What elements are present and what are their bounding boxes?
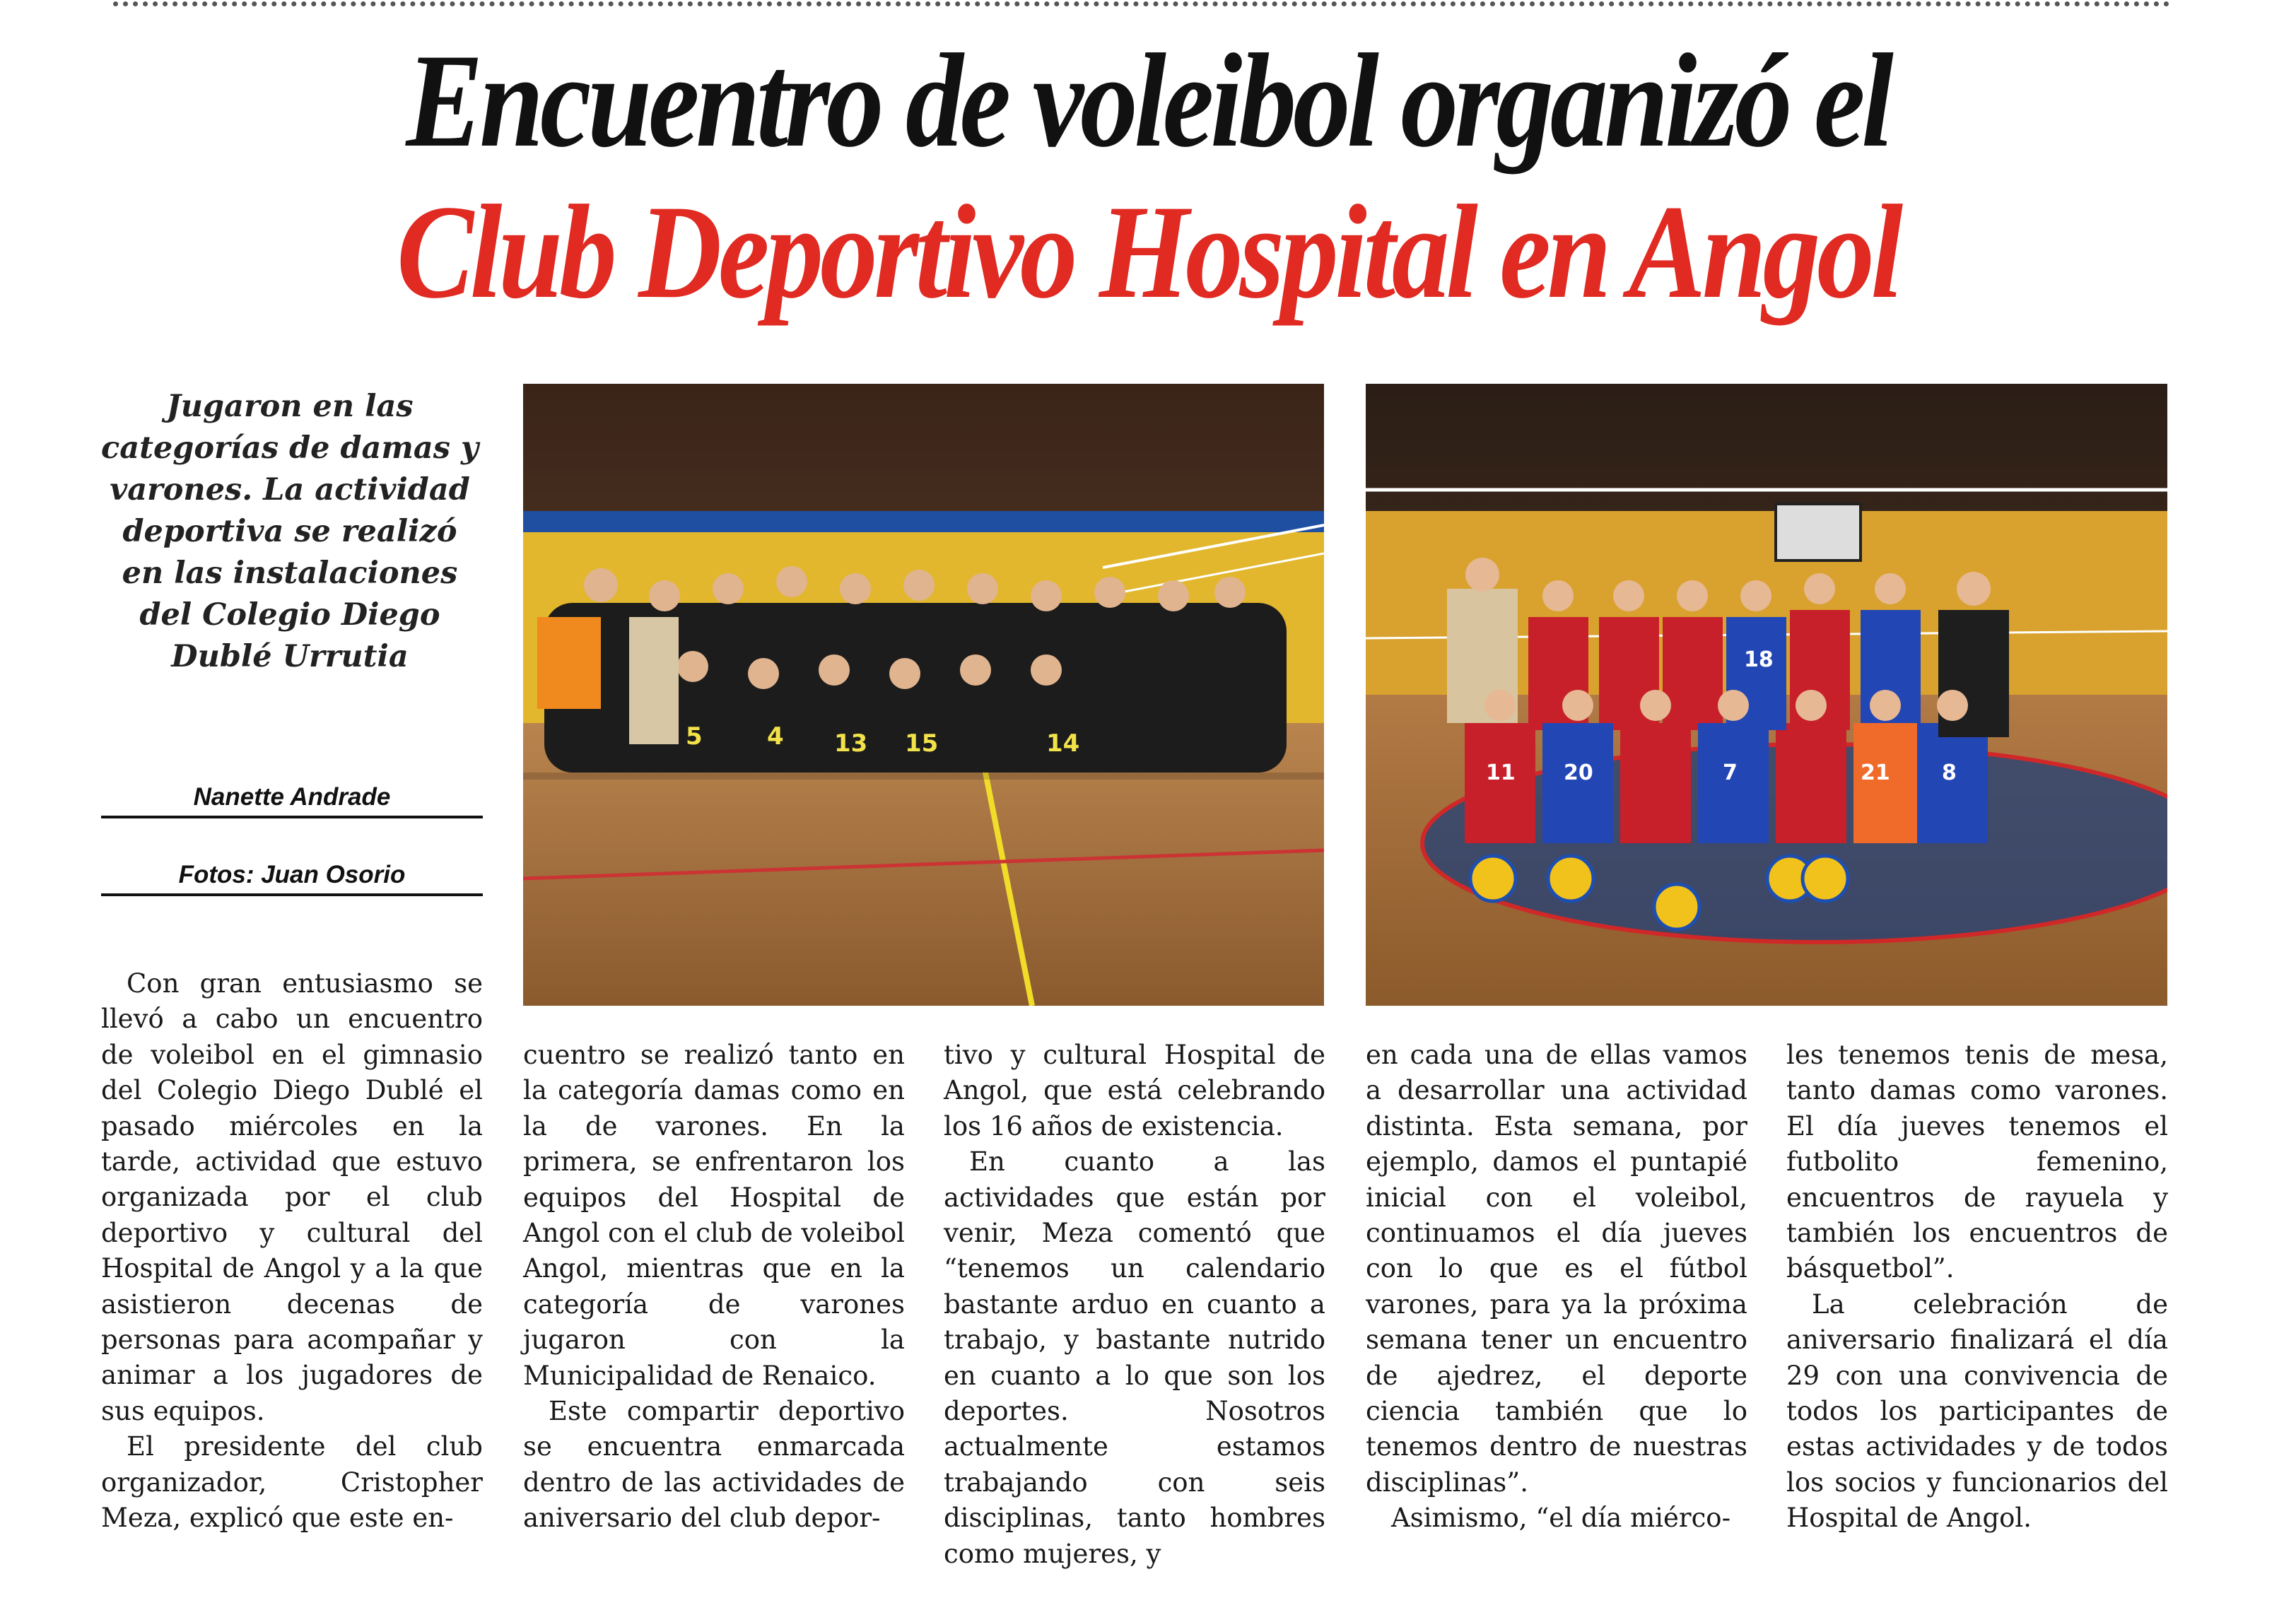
headline-line-2: Club Deportivo Hospital en Angol xyxy=(397,178,1899,327)
author-credit: Nanette Andrade xyxy=(101,783,483,818)
svg-text:7: 7 xyxy=(1723,760,1738,785)
women-team-photo xyxy=(1366,384,2167,1006)
svg-text:18: 18 xyxy=(1744,647,1774,672)
body-paragraph: tivo y cultural Hospital de Angol, que está celebrando los 16 años de existencia. xyxy=(944,1040,1325,1141)
body-column-2 xyxy=(523,1038,905,1537)
men-team-photo xyxy=(523,384,1324,1006)
body-paragraph: Con gran entusiasmo se llevó a cabo un encuentro de voleibol en el gimnasio del Colegio Diego Dublé el pasado miércoles en la tarde, actividad que estuvo organizada por el club deportivo y cultural del Hospital de Angol y a la que asistieron decenas de personas para acompañar y animar a los jugadores de sus equipos. xyxy=(101,968,483,1426)
body-column-4 xyxy=(1366,1038,1747,1537)
svg-text:20: 20 xyxy=(1564,760,1593,785)
body-paragraph: En cuanto a las actividades que están por venir, Meza comentó que “tenemos un calendario bastante arduo en cuanto a trabajo, y bastante nutrido en cuanto a lo que son los deportes. Nosotros actualmente estamos trabajando con seis disciplinas, tanto hombres como mujeres, y xyxy=(944,1146,1325,1569)
body-paragraph: Asimismo, “el día miérco- xyxy=(1391,1503,1731,1534)
photo-credit: Fotos: Juan Osorio xyxy=(101,861,483,896)
body-paragraph: La celebración de aniversario finalizará el día 29 con una convivencia de todos los participantes de estas actividades y de todos los socios y funcionarios del Hospital de Angol. xyxy=(1786,1288,2168,1534)
body-column-5 xyxy=(1786,1038,2168,1537)
svg-text:21: 21 xyxy=(1861,760,1890,785)
body-column-1 xyxy=(101,966,483,1537)
headline-line-1: Encuentro de voleibol organizó el xyxy=(406,27,1890,175)
body-paragraph: El presidente del club organizador, Cristopher Meza, explicó que este en- xyxy=(101,1431,483,1534)
svg-text:11: 11 xyxy=(1486,760,1516,785)
svg-text:14: 14 xyxy=(1046,729,1080,758)
top-dotted-rule xyxy=(113,1,2170,6)
body-paragraph: les tenemos tenis de mesa, tanto damas como varones. El día jueves tenemos el futbolito femenino, encuentros de rayuela y también los encuentros de básquetbol”. xyxy=(1786,1040,2168,1284)
body-paragraph: cuentro se realizó tanto en la categoría damas como en la de varones. En la primera, se enfrentaron los equipos del Hospital de Angol con el club de voleibol Angol, mientras que en la categoría de varones jugaron con la Municipalidad de Renaico. xyxy=(523,1040,905,1391)
svg-text:5: 5 xyxy=(686,722,703,751)
svg-text:8: 8 xyxy=(1942,760,1957,785)
body-column-3 xyxy=(944,1038,1325,1572)
body-paragraph: Este compartir deportivo se encuentra enmarcada dentro de las actividades de aniversario del club depor- xyxy=(523,1396,905,1534)
svg-text:15: 15 xyxy=(905,729,939,758)
svg-text:4: 4 xyxy=(767,722,784,751)
svg-text:13: 13 xyxy=(834,729,868,758)
article-deck: Jugaron en las categorías de damas y varones. La actividad deportiva se realizó en las instalaciones del Colegio Diego Dublé Urrutia xyxy=(101,389,479,674)
body-paragraph: en cada una de ellas vamos a desarrollar una actividad distinta. Esta semana, por ejemplo, damos el puntapié inicial con el voleibol, continuamos el día jueves con lo que es el fútbol varones, para ya la próxima semana tener un encuentro de ajedrez, el deporte ciencia también que lo tenemos dentro de nuestras disciplinas”. xyxy=(1366,1040,1747,1498)
